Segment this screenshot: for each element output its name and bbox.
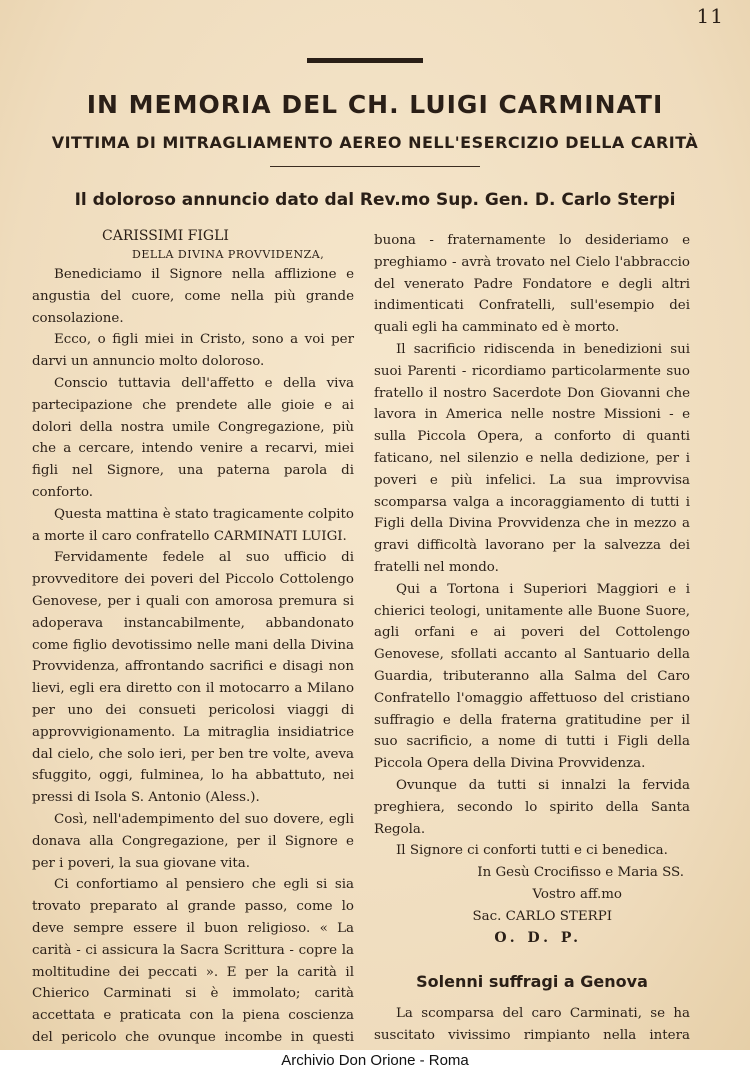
article-title: IN MEMORIA DEL CH. LUIGI CARMINATI [86, 90, 664, 119]
announcement-heading: Il doloroso annuncio dato dal Rev.mo Sup. Gen. D. Carlo Sterpi [74, 190, 676, 210]
salutation-line-1: CARISSIMI FIGLI [102, 228, 229, 244]
paragraph: Fervidamente fedele al suo ufficio di provveditore dei poveri del Piccolo Cottolengo Genovese, per i quali con amorosa premura si adoperava instancabilmente, abbandonato come figlio devotissimo nelle mani della Divina Provvidenza, affrontando sacrifici e disagi non lievi, egli era diretto con il motocarro a Milano per uno dei consueti pericolosi viaggi di approvvigionamento. La mitraglia insidiatrice dal cielo, che solo ieri, per ben tre volte, aveva sfuggito, oggi, fulminea, lo ha abbattuto, nei pressi di Isola S. Antonio (Aless.). [32, 550, 354, 806]
top-rule [307, 58, 423, 63]
salutation-line-2: DELLA DIVINA PROVVIDENZA, [132, 248, 325, 261]
paragraph: Ecco, o figli miei in Cristo, sono a voi per darvi un annuncio molto doloroso. [32, 332, 354, 370]
paragraph: Conscio tuttavia dell'affetto e della viva partecipazione che prendete alle gioie e ai dolori della nostra umile Congregazione, più che a cercare, intendo venire a recarvi, miei figli nel Signore, una paterna parola di conforto. [32, 375, 354, 500]
archive-footer: Archivio Don Orione - Roma [0, 1050, 750, 1072]
paragraph: Questa mattina è stato tragicamente colpito a morte il caro confratello CARMINATI LUIGI. [32, 506, 354, 544]
paragraph: Così, nell'adempimento del suo dovere, egli donava alla Congregazione, per il Signore e per i poveri, la sua giovane vita. [32, 811, 354, 871]
right-column [374, 230, 690, 1050]
signature-line-3: Sac. CARLO STERPI [472, 908, 612, 924]
title-divider [270, 166, 480, 167]
paragraph: Benediciamo il Signore nella afflizione e angustia del cuore, come nella più grande consolazione. [32, 267, 354, 326]
signature-line-2: Vostro aff.mo [532, 886, 622, 902]
paragraph: Qui a Tortona i Superiori Maggiori e i chierici teologi, unitamente alle Buone Suore, agli orfani e ai poveri del Cottolengo Genovese, sfollati accanto al Santuario della Guardia, tributeranno alla Salma del Caro Confratello l'omaggio affettuoso del cristiano suffragio e della fraterna gratitudine per il suo sacrificio, a nome di tutti i Figli della Piccola Opera della Divina Provvidenza. [374, 581, 690, 772]
page-number: 11 [696, 4, 724, 28]
paragraph: buona - fraternamente lo desideriamo e preghiamo - avrà trovato nel Cielo l'abbraccio del venerato Padre Fondatore e degli altri indimenticati Confratelli, sull'esempio dei quali egli ha camminato ed è morto. [374, 233, 690, 336]
paragraph: Il sacrificio ridiscenda in benedizioni sui suoi Parenti - ricordiamo particolarmente suo fratello il nostro Sacerdote Don Giovanni che lavora in America nelle nostre Missioni - e sulla Piccola Opera, a conforto di quanti faticano, nel silenzio e nella dedizione, per i poveri e più infelici. La sua improvvisa scomparsa valga a incoraggiamento di tutti i Figli della Divina Provvidenza che in mezzo a gravi difficoltà lavorano per la salvezza dei fratelli nel mondo. [374, 341, 690, 575]
signature-line-1: In Gesù Crocifisso e Maria SS. [477, 865, 684, 881]
signature-line-4: O. D. P. [494, 929, 582, 946]
left-column [32, 227, 354, 1050]
paragraph: Ci confortiamo al pensiero che egli si sia trovato preparato al grande passo, come lo deve sempre essere il buon religioso. « La carità - ci assicura la Sacra Scrittura - copre la moltitudine dei peccati ». E per la carità il Chierico Carminati si è immolato; carità accettata e praticata con la piena coscienza del pericolo che ovunque incombe in questi [32, 877, 354, 1045]
paragraph: La scomparsa del caro Carminati, se ha suscitato vivissimo rimpianto nella intera [374, 1006, 690, 1043]
article-subtitle: VITTIMA DI MITRAGLIAMENTO AEREO NELL'ESERCIZIO DELLA CARITÀ [51, 133, 699, 152]
paragraph: Il Signore ci conforti tutti e ci benedica. [396, 843, 668, 859]
section-heading: Solenni suffragi a Genova [416, 972, 648, 992]
paragraph: Ovunque da tutti si innalzi la fervida preghiera, secondo lo spirito della Santa Regola. [374, 777, 690, 837]
